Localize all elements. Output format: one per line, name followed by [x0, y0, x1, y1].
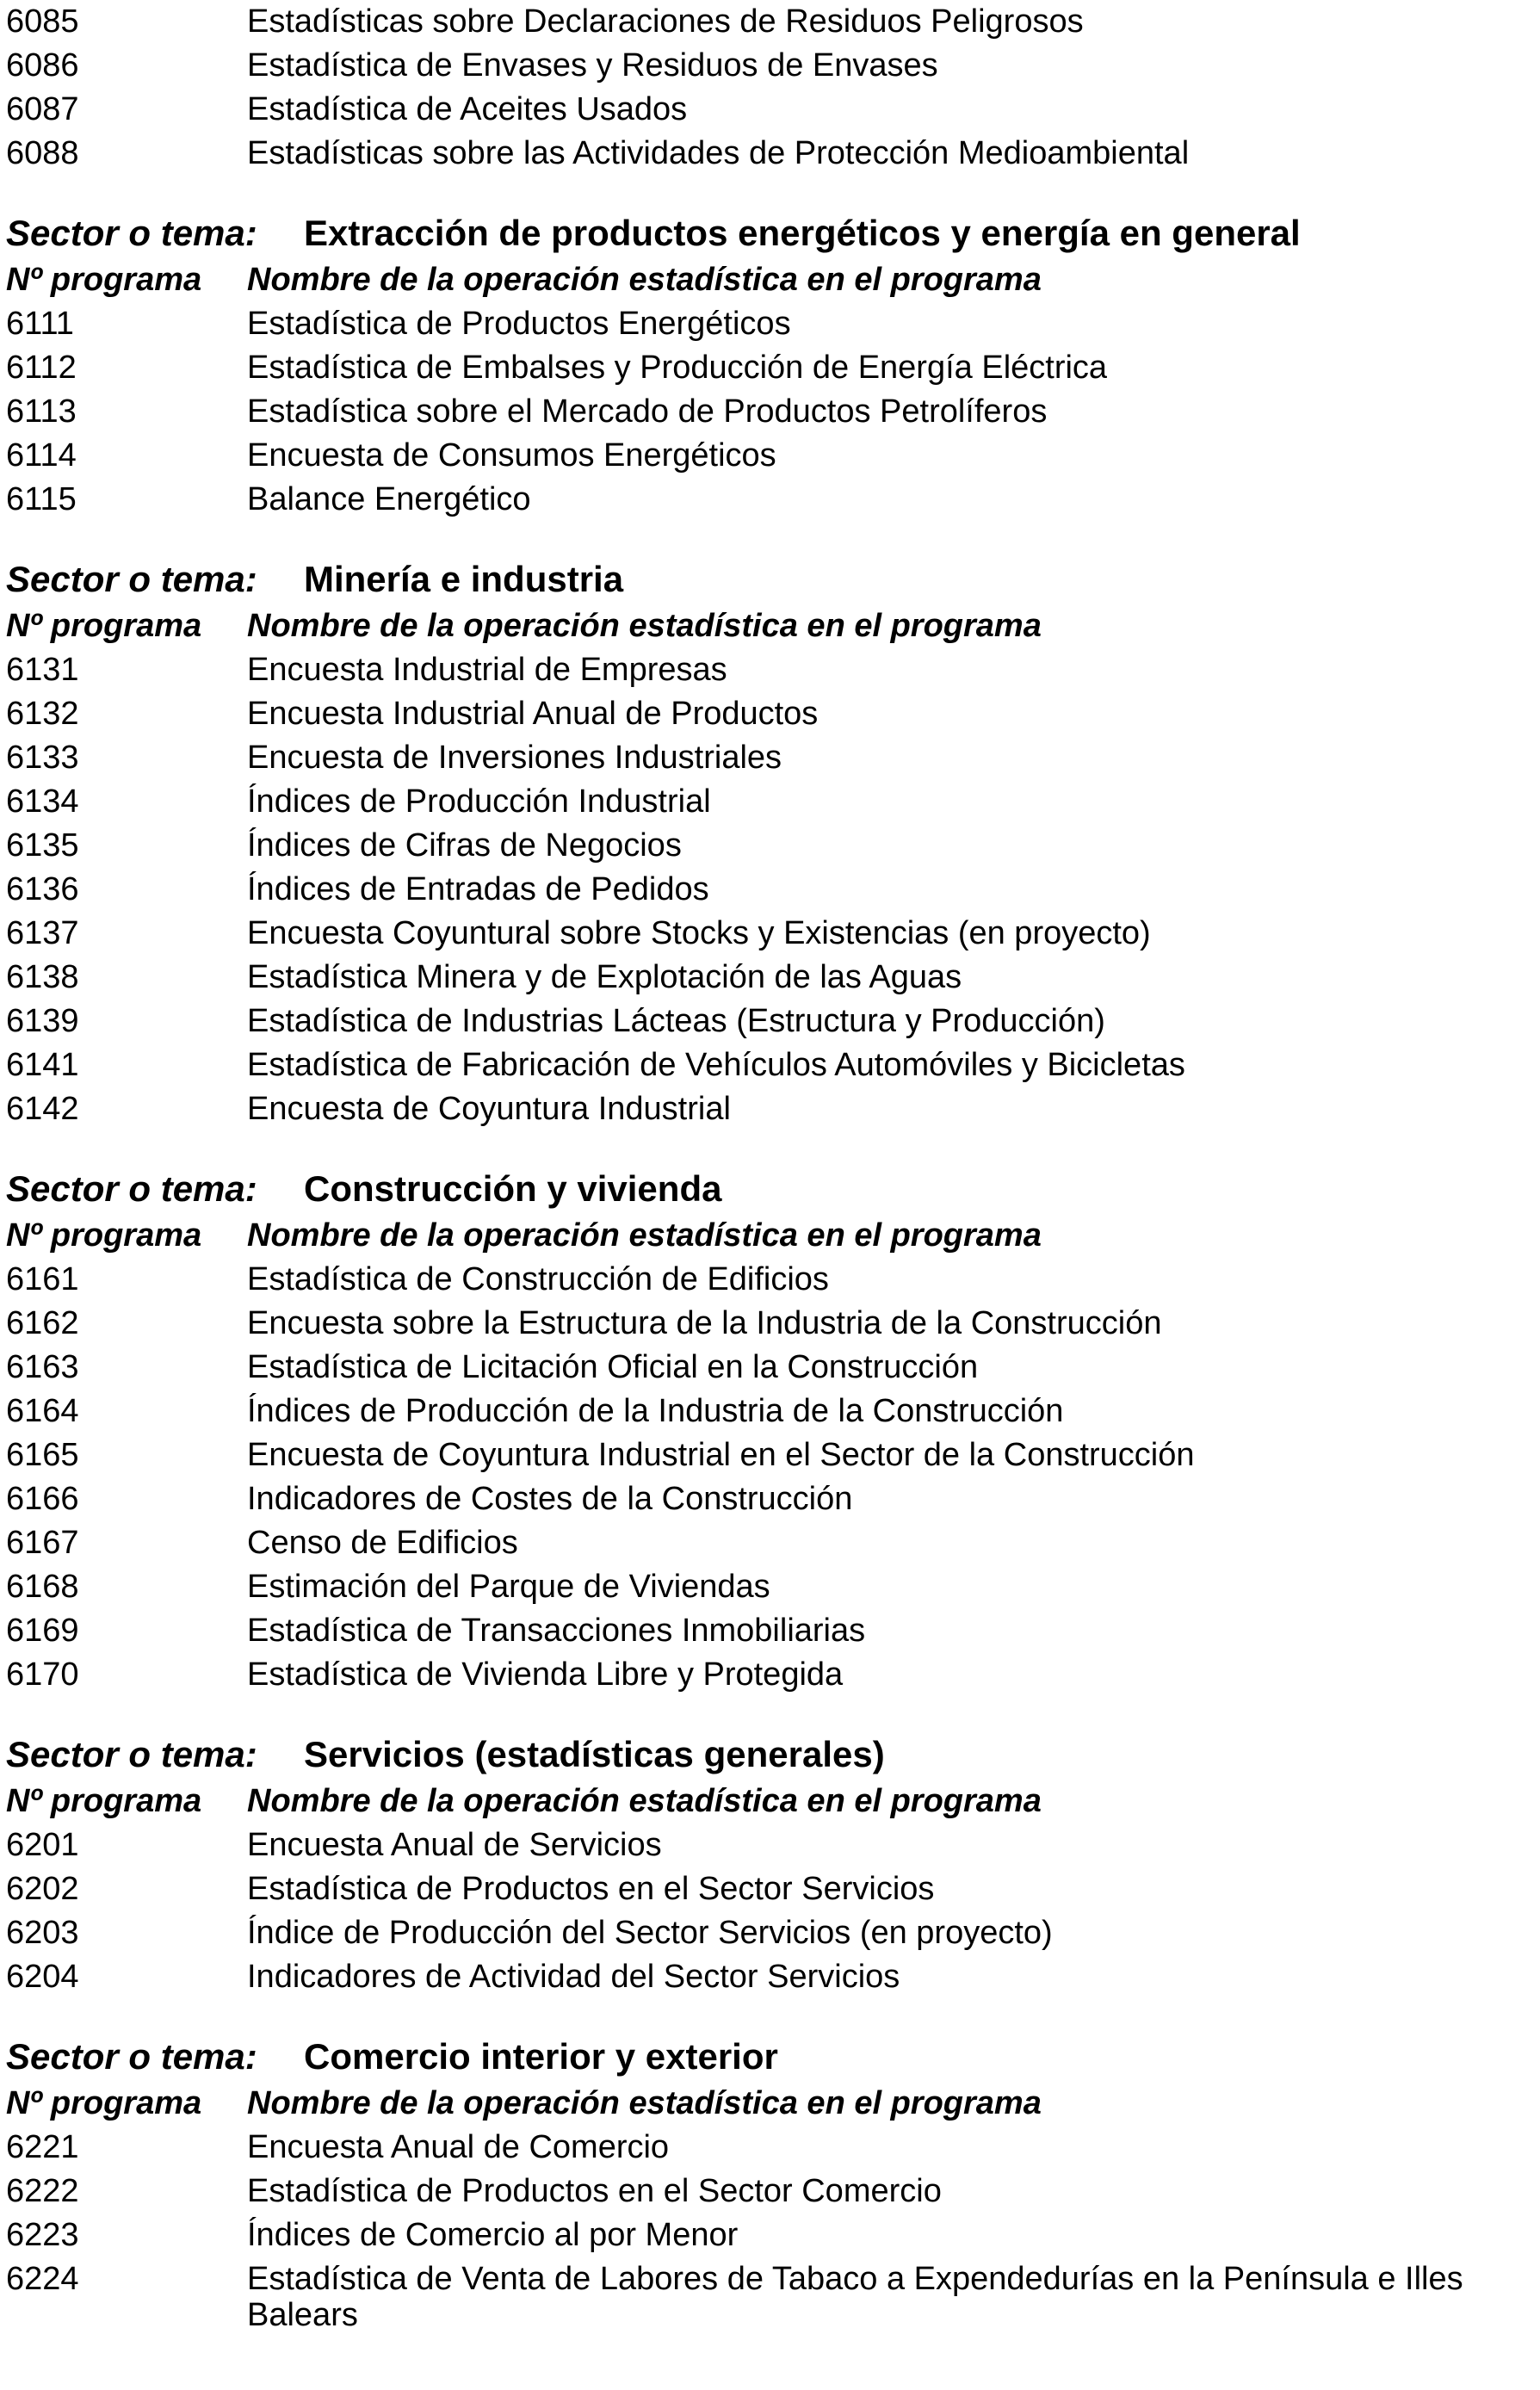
column-header-name: Nombre de la operación estadística en el programa	[247, 262, 1042, 298]
column-header-name: Nombre de la operación estadística en el programa	[247, 608, 1042, 644]
operation-name: Encuesta de Consumos Energéticos	[247, 437, 776, 474]
program-number: 6201	[6, 1827, 79, 1863]
column-header-row	[6, 2082, 1534, 2126]
program-number: 6161	[6, 1261, 79, 1297]
program-number: 6165	[6, 1437, 79, 1473]
operation-name: Encuesta Anual de Comercio	[247, 2129, 670, 2165]
program-number: 6168	[6, 1569, 79, 1605]
operation-name: Índices de Producción Industrial	[247, 783, 711, 820]
table-row	[6, 1000, 1534, 1043]
table-row	[6, 1653, 1534, 1697]
operation-name: Índices de Producción de la Industria de la Construcción	[247, 1393, 1064, 1429]
sector-title: Servicios (estadísticas generales)	[304, 1734, 885, 1774]
sector-section	[6, 554, 1534, 1131]
program-number: 6136	[6, 871, 79, 907]
column-header-number: Nº programa	[6, 2085, 202, 2121]
program-number: 6134	[6, 783, 79, 820]
table-row	[6, 912, 1534, 956]
sector-section	[6, 1164, 1534, 1697]
program-number: 6222	[6, 2173, 79, 2209]
program-number: 6203	[6, 1915, 79, 1951]
program-number: 6135	[6, 827, 79, 864]
table-row	[6, 1521, 1534, 1565]
program-number: 6114	[6, 437, 77, 474]
table-row	[6, 1390, 1534, 1433]
operation-name: Índices de Entradas de Pedidos	[247, 871, 709, 907]
column-header-row	[6, 1780, 1534, 1823]
leading-rows	[6, 0, 1534, 176]
program-number: 6164	[6, 1393, 79, 1429]
operation-name: Estadística sobre el Mercado de Productos Petrolíferos	[247, 393, 1048, 430]
operation-name: Indicadores de Costes de la Construcción	[247, 1481, 853, 1517]
table-row	[6, 346, 1534, 390]
operation-name: Estadística de Licitación Oficial en la Construcción	[247, 1349, 979, 1385]
program-number: 6086	[6, 47, 79, 84]
program-number: 6169	[6, 1613, 79, 1649]
sector-heading	[6, 2032, 1534, 2082]
program-number: 6111	[6, 306, 74, 342]
table-row	[6, 692, 1534, 736]
program-number: 6223	[6, 2217, 79, 2253]
operation-name: Indicadores de Actividad del Sector Servicios	[247, 1959, 900, 1995]
operation-name: Encuesta de Coyuntura Industrial	[247, 1091, 731, 1127]
sector-heading	[6, 208, 1534, 258]
program-number: 6115	[6, 481, 77, 517]
table-row	[6, 1346, 1534, 1390]
table-row	[6, 2257, 1534, 2333]
table-row	[6, 2214, 1534, 2257]
program-number: 6142	[6, 1091, 79, 1127]
table-row	[6, 780, 1534, 824]
operation-name: Estadística de Embalses y Producción de Energía Eléctrica	[247, 350, 1108, 386]
table-row	[6, 2170, 1534, 2214]
operation-name: Estadística de Productos en el Sector Servicios	[247, 1871, 935, 1907]
table-row	[6, 44, 1534, 88]
program-number: 6133	[6, 740, 79, 776]
sector-heading	[6, 1164, 1534, 1214]
statistics-program-document	[6, 0, 1534, 2333]
operation-name: Estadística de Vivienda Libre y Protegida	[247, 1656, 844, 1693]
table-row	[6, 1955, 1534, 1999]
table-row	[6, 1867, 1534, 1911]
operation-name: Censo de Edificios	[247, 1525, 518, 1561]
column-header-row	[6, 1214, 1534, 1258]
column-header-row	[6, 258, 1534, 302]
operation-name: Estimación del Parque de Viviendas	[247, 1569, 770, 1605]
sector-section	[6, 1730, 1534, 1999]
table-row	[6, 1302, 1534, 1346]
operation-name: Estadística de Productos Energéticos	[247, 306, 791, 342]
table-row	[6, 1565, 1534, 1609]
program-number: 6141	[6, 1047, 79, 1083]
operation-name: Encuesta Anual de Servicios	[247, 1827, 662, 1863]
program-number: 6137	[6, 915, 79, 951]
column-header-number: Nº programa	[6, 1217, 202, 1254]
table-row	[6, 302, 1534, 346]
operation-name: Estadística de Transacciones Inmobiliarias	[247, 1613, 866, 1649]
operation-name: Encuesta de Coyuntura Industrial en el Sector de la Construcción	[247, 1437, 1195, 1473]
program-number: 6166	[6, 1481, 79, 1517]
program-number: 6132	[6, 696, 79, 732]
sector-label: Sector o tema:	[6, 1734, 257, 1774]
operation-name: Estadística de Aceites Usados	[247, 91, 688, 127]
program-number: 6113	[6, 393, 77, 430]
program-number: 6088	[6, 135, 79, 171]
column-header-name: Nombre de la operación estadística en el programa	[247, 1217, 1042, 1254]
operation-name: Estadística de Industrias Lácteas (Estructura y Producción)	[247, 1003, 1105, 1039]
sector-section	[6, 2032, 1534, 2333]
sector-title: Extracción de productos energéticos y energía en general	[304, 213, 1301, 253]
table-row	[6, 0, 1534, 44]
table-row	[6, 648, 1534, 692]
column-header-number: Nº programa	[6, 608, 202, 644]
table-row	[6, 88, 1534, 132]
table-row	[6, 824, 1534, 868]
sector-heading	[6, 1730, 1534, 1780]
table-row	[6, 1087, 1534, 1131]
column-header-number: Nº programa	[6, 262, 202, 298]
program-number: 6085	[6, 3, 79, 40]
sector-heading	[6, 554, 1534, 604]
sector-label: Sector o tema:	[6, 1168, 257, 1209]
program-number: 6087	[6, 91, 79, 127]
table-row	[6, 1823, 1534, 1867]
program-number: 6204	[6, 1959, 79, 1995]
operation-name: Encuesta Industrial de Empresas	[247, 652, 727, 688]
table-row	[6, 478, 1534, 522]
operation-name: Estadística de Envases y Residuos de Envases	[247, 47, 938, 84]
column-header-row	[6, 604, 1534, 648]
sector-title: Minería e industria	[304, 559, 624, 599]
table-row	[6, 868, 1534, 912]
table-row	[6, 390, 1534, 434]
operation-name: Estadística Minera y de Explotación de las Aguas	[247, 959, 962, 995]
program-number: 6162	[6, 1305, 79, 1341]
sector-title: Construcción y vivienda	[304, 1168, 722, 1209]
column-header-name: Nombre de la operación estadística en el programa	[247, 2085, 1042, 2121]
sector-label: Sector o tema:	[6, 2036, 257, 2077]
table-row	[6, 736, 1534, 780]
sector-label: Sector o tema:	[6, 213, 257, 253]
sector-section	[6, 208, 1534, 522]
program-number: 6170	[6, 1656, 79, 1693]
operation-name: Estadística de Venta de Labores de Tabaco a Expendedurías en la Península e Illes Balears	[247, 2261, 1463, 2333]
sector-title: Comercio interior y exterior	[304, 2036, 778, 2077]
operation-name: Estadísticas sobre Declaraciones de Residuos Peligrosos	[247, 3, 1084, 40]
table-row	[6, 132, 1534, 176]
program-number: 6131	[6, 652, 79, 688]
operation-name: Estadísticas sobre las Actividades de Protección Medioambiental	[247, 135, 1190, 171]
program-number: 6138	[6, 959, 79, 995]
operation-name: Estadística de Productos en el Sector Comercio	[247, 2173, 942, 2209]
program-number: 6221	[6, 2129, 79, 2165]
table-row	[6, 1433, 1534, 1477]
table-row	[6, 1258, 1534, 1302]
operation-name: Encuesta Industrial Anual de Productos	[247, 696, 819, 732]
sector-label: Sector o tema:	[6, 559, 257, 599]
program-number: 6202	[6, 1871, 79, 1907]
program-number: 6139	[6, 1003, 79, 1039]
table-row	[6, 1043, 1534, 1087]
table-row	[6, 2126, 1534, 2170]
table-row	[6, 1609, 1534, 1653]
table-row	[6, 1477, 1534, 1521]
column-header-name: Nombre de la operación estadística en el programa	[247, 1783, 1042, 1819]
operation-name: Índices de Cifras de Negocios	[247, 827, 682, 864]
operation-name: Encuesta de Inversiones Industriales	[247, 740, 782, 776]
table-row	[6, 956, 1534, 1000]
program-number: 6224	[6, 2261, 79, 2297]
table-row	[6, 434, 1534, 478]
operation-name: Estadística de Fabricación de Vehículos Automóviles y Bicicletas	[247, 1047, 1185, 1083]
operation-name: Índices de Comercio al por Menor	[247, 2217, 739, 2253]
operation-name: Estadística de Construcción de Edificios	[247, 1261, 829, 1297]
operation-name: Encuesta Coyuntural sobre Stocks y Existencias (en proyecto)	[247, 915, 1151, 951]
program-number: 6167	[6, 1525, 79, 1561]
operation-name: Encuesta sobre la Estructura de la Industria de la Construcción	[247, 1305, 1162, 1341]
program-number: 6163	[6, 1349, 79, 1385]
table-row	[6, 1911, 1534, 1955]
operation-name: Índice de Producción del Sector Servicios (en proyecto)	[247, 1915, 1053, 1951]
program-number: 6112	[6, 350, 77, 386]
column-header-number: Nº programa	[6, 1783, 202, 1819]
operation-name: Balance Energético	[247, 481, 531, 517]
